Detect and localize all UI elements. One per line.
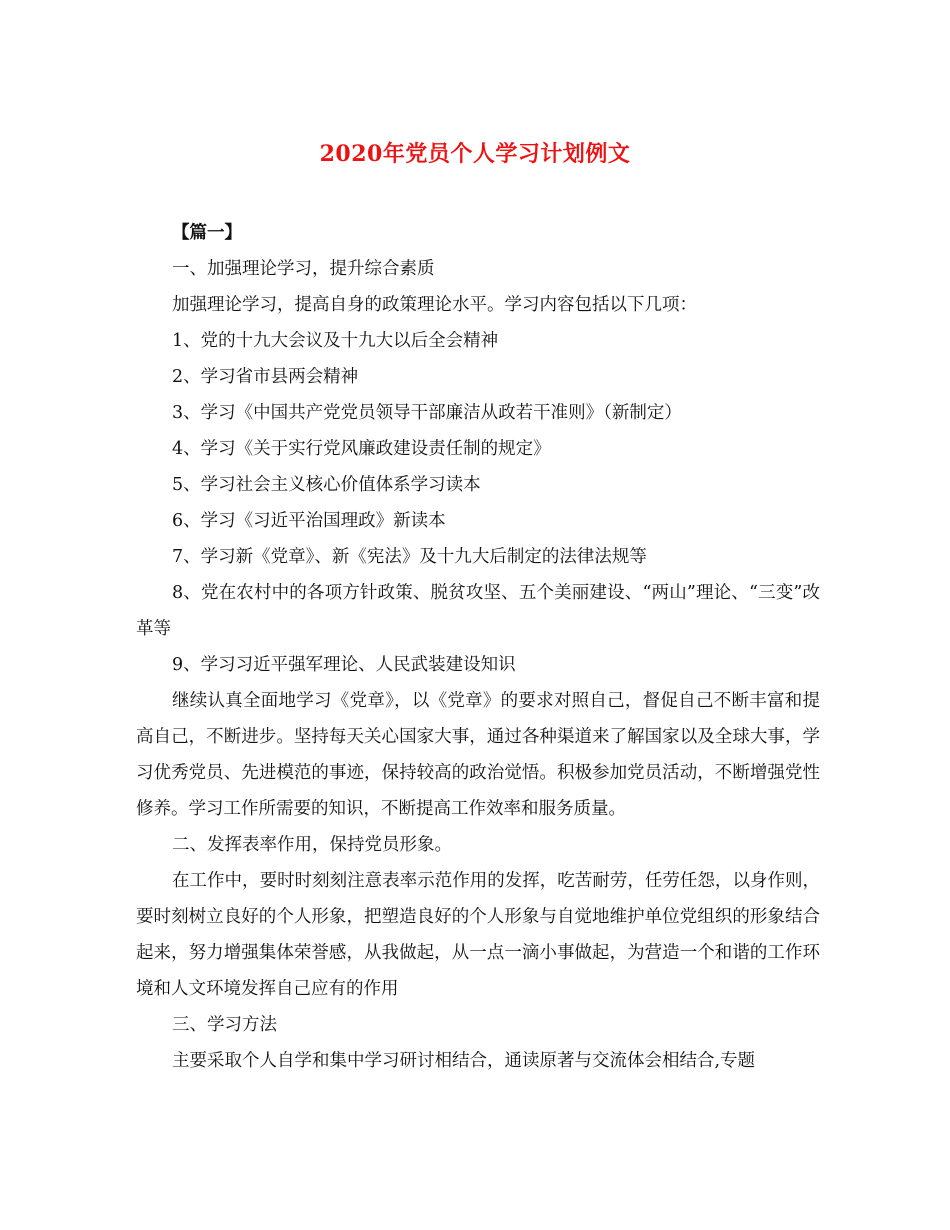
heading-3: 三、学习方法 [172, 1015, 277, 1035]
list-item-1: 1、党的十九大会议及十九大以后全会精神 [172, 331, 499, 351]
list-item-6: 6、学习《习近平治国理政》新读本 [172, 511, 446, 531]
paragraph: 在工作中，要时时刻刻注意表率示范作用的发挥，吃苦耐劳，任劳任怨，以身作则，要时刻树立良好的个人形象，把塑造良好的个人形象与自觉地维护单位党组织的形象结合起来，努力增强集体荣誉感，从我做起，从一点一滴小事做起，为营造一个和谐的工作环境和人文环境发挥自己应有的作用 [136, 871, 820, 999]
document-title: 2020年党员个人学习计划例文 [319, 141, 631, 167]
list-item-9: 9、学习习近平强军理论、人民武装建设知识 [172, 655, 516, 675]
paragraph: 继续认真全面地学习《党章》，以《党章》的要求对照自己，督促自己不断丰富和提高自己，不断进步。坚持每天关心国家大事，通过各种渠道来了解国家以及全球大事，学习优秀党员、先进模范的事迹，保持较高的政治觉悟。积极参加党员活动，不断增强党性修养。学习工作所需要的知识，不断提高工作效率和服务质量。 [136, 691, 820, 819]
document-body [136, 215, 820, 1079]
section-label: 【篇一】 [172, 223, 242, 243]
list-item-3: 3、学习《中国共产党党员领导干部廉洁从政若干准则》（新制定） [172, 403, 682, 423]
list-item-7: 7、学习新《党章》、新《宪法》及十九大后制定的法律法规等 [172, 547, 647, 567]
list-item-8: 8、党在农村中的各项方针政策、脱贫攻坚、五个美丽建设、“两山”理论、“三变”改革等 [136, 583, 820, 639]
list-item-4: 4、学习《关于实行党风廉政建设责任制的规定》 [172, 439, 551, 459]
paragraph: 加强理论学习，提高自身的政策理论水平。学习内容包括以下几项： [172, 295, 697, 315]
list-item-2: 2、学习省市县两会精神 [172, 367, 359, 387]
paragraph: 主要采取个人自学和集中学习研讨相结合，通读原著与交流体会相结合,专题 [172, 1051, 756, 1071]
heading-1: 一、加强理论学习，提升综合素质 [172, 259, 435, 279]
list-item-5: 5、学习社会主义核心价值体系学习读本 [172, 475, 481, 495]
heading-2: 二、发挥表率作用，保持党员形象。 [172, 835, 452, 855]
